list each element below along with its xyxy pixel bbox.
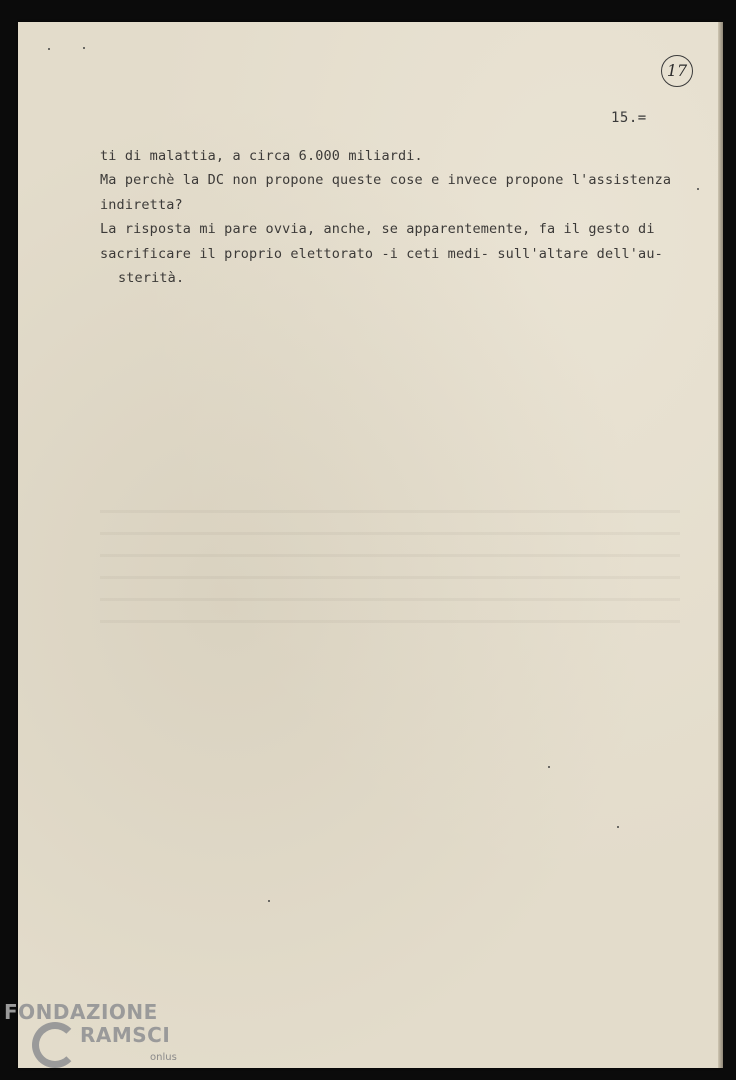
- speck: [83, 47, 85, 49]
- typed-text: [100, 144, 680, 290]
- text-line: Ma perchè la DC non propone queste cose e invece propone l'assistenza: [100, 172, 672, 189]
- bleed-through-text: [100, 510, 680, 640]
- speck: [268, 900, 270, 902]
- speck: [617, 826, 619, 828]
- text-line: indiretta?: [100, 196, 183, 213]
- speck: [697, 188, 699, 190]
- logo-g-mark-icon: [32, 1022, 78, 1068]
- logo-text-line1: FONDAZIONE: [4, 1000, 158, 1024]
- text-line: La risposta mi pare ovvia, anche, se apparentemente, fa il gesto di: [100, 221, 655, 238]
- speck: [48, 48, 50, 50]
- text-line: sterità.: [118, 270, 185, 287]
- text-line: ti di malattia, a circa 6.000 miliardi.: [100, 148, 423, 164]
- page-number: 15.=: [611, 110, 647, 126]
- speck: [548, 766, 550, 768]
- page-edge: [718, 22, 723, 1068]
- text-line: sacrificare il proprio elettorato -i ceti medi- sull'altare dell'au-: [100, 245, 663, 262]
- folio-number: 17: [661, 55, 693, 87]
- logo-text-line2: RAMSCI: [80, 1023, 171, 1047]
- fondazione-gramsci-logo: [4, 1000, 184, 1080]
- logo-onlus: onlus: [150, 1052, 177, 1063]
